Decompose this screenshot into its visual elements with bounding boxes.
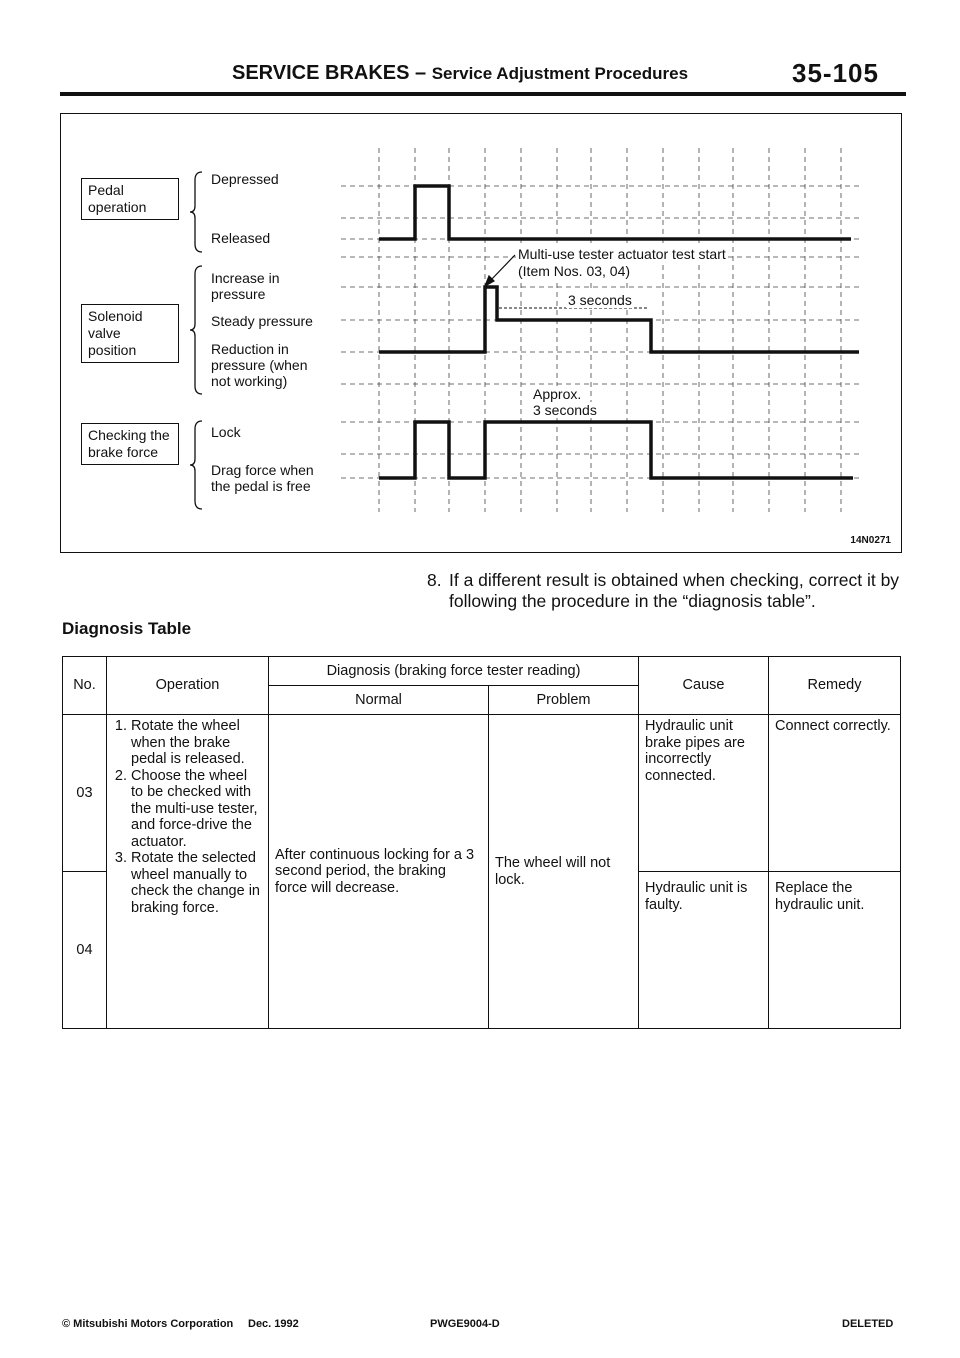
brake-force-brace: [189, 419, 205, 511]
remedy-cell: Connect correctly.: [769, 715, 901, 872]
approx-three-seconds-label: 3 seconds: [533, 402, 597, 418]
operation-step: 3. Rotate the selected wheel manually to check the change in braking force.: [131, 850, 262, 916]
operation-cell: [107, 715, 269, 1029]
step-number: 8.: [427, 570, 442, 590]
operation-step: 2. Choose the wheel to be checked with the multi-use tester, and force-drive the actuator.: [131, 768, 262, 851]
header-problem: Problem: [489, 686, 639, 715]
state-steady: Steady pressure: [211, 313, 313, 329]
procedure-step-8: [427, 570, 907, 612]
section-subtitle: Service Adjustment Procedures: [431, 64, 689, 83]
timing-diagram-figure: [60, 113, 902, 553]
header-remedy: Remedy: [769, 657, 901, 715]
row-no: 04: [63, 872, 107, 1029]
brake-force-waveform: [379, 422, 853, 478]
footer-date: Dec. 1992: [248, 1318, 299, 1330]
footer-code: PWGE9004-D: [430, 1318, 500, 1330]
state-released: Released: [211, 230, 271, 246]
page-title: [232, 62, 688, 85]
header-cause: Cause: [639, 657, 769, 715]
solenoid-brace: [189, 264, 205, 396]
dashed-grid: [341, 148, 861, 512]
step-text: If a different result is obtained when checking, correct it by following the procedure in the “diagnosis table”.: [449, 570, 900, 611]
footer-copyright: © Mitsubishi Motors Corporation: [62, 1318, 234, 1330]
state-increase: Increase in pressure: [211, 270, 280, 302]
annotation-arrow: [485, 255, 515, 286]
three-seconds-label: 3 seconds: [568, 292, 632, 308]
pedal-brace: [189, 170, 205, 254]
state-lock: Lock: [211, 424, 241, 440]
cause-cell: Hydraulic unit is faulty.: [639, 872, 769, 1029]
table-header-row: [63, 657, 901, 686]
pedal-waveform: [379, 186, 851, 239]
header-diagnosis: Diagnosis (braking force tester reading): [269, 657, 639, 686]
header-no: No.: [63, 657, 107, 715]
brake-force-label: Checking the brake force: [81, 423, 179, 465]
diagnosis-table-title: Diagnosis Table: [62, 619, 192, 638]
header-rule: [60, 92, 906, 96]
approx-label: Approx.: [533, 386, 582, 402]
operation-step: 1. Rotate the wheel when the brake pedal is released.: [131, 718, 262, 768]
title-separator: –: [409, 62, 432, 84]
tester-start-annotation: Multi-use tester actuator test start: [518, 246, 726, 262]
diagnosis-table: [62, 656, 901, 1029]
remedy-cell: Replace the hydraulic unit.: [769, 872, 901, 1029]
state-depressed: Depressed: [211, 171, 279, 187]
section-title: SERVICE BRAKES: [232, 62, 410, 84]
header-operation: Operation: [107, 657, 269, 715]
table-row: [63, 715, 901, 872]
timing-waveforms: [61, 114, 903, 554]
cause-cell: Hydraulic unit brake pipes are incorrectly connected.: [639, 715, 769, 872]
solenoid-valve-label: Solenoid valve position: [81, 304, 179, 363]
tester-items-annotation: (Item Nos. 03, 04): [518, 263, 631, 279]
footer-status: DELETED: [842, 1318, 894, 1330]
pedal-operation-label: Pedal operation: [81, 178, 179, 220]
header-normal: Normal: [269, 686, 489, 715]
state-reduction: Reduction in pressure (when not working): [211, 341, 308, 389]
figure-code: 14N0271: [850, 535, 891, 546]
normal-cell: After continuous locking for a 3 second period, the braking force will decrease.: [269, 715, 489, 1029]
state-drag-force: Drag force when the pedal is free: [211, 462, 314, 494]
row-no: 03: [63, 715, 107, 872]
page-number: 35-105: [792, 58, 879, 88]
problem-cell: The wheel will not lock.: [489, 715, 639, 1029]
